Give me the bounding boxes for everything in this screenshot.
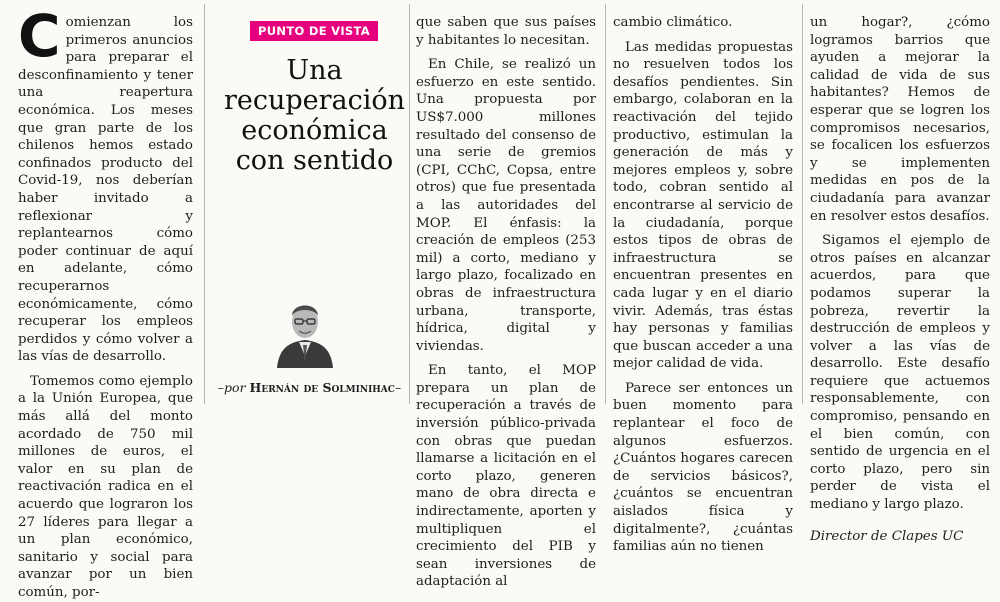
- article-column-2: [416, 14, 596, 591]
- paragraph: Parece ser entonces un buen momento para replantear el foco de algunos esfuerzos. ¿Cuántos hogares carecen de servicios básicos?, ¿cuántos se encuentran aislados física y digitalmente?, ¿cuántas familias aún no tienen: [613, 380, 793, 555]
- headline: Una recuperación económica con sentido: [223, 55, 406, 176]
- drop-cap: C: [18, 2, 61, 70]
- article-column-1: [18, 2, 193, 602]
- paragraph: Tomemos como ejemplo a la Unión Europea, que más allá del monto acordado de 750 mil millones de euros, el valor en su plan de reactivación radica en el acuerdo que lograron los 27 líderes para llegar a un plan económico, sanitario y social para avanzar por un bien común, por-: [18, 373, 193, 600]
- article-column-4: [810, 14, 990, 545]
- column-divider: [802, 4, 803, 404]
- author-portrait: [275, 290, 335, 368]
- section-label: PUNTO DE VISTA: [250, 21, 378, 41]
- paragraph: Las medidas propuestas no resuelven todos los desafíos pendientes. Sin embargo, colaboran en la reactivación del tejido productivo, estimulan la generación de más y mejores empleos y, sobre todo, cobran sentido al encontrarse al servicio de la ciudadanía, porque estos tipos de obras de infraestructura se encuentran presentes en cada lugar y en el diario vivir. Además, tras éstas hay personas y familias que buscan acceder a una mejor calidad de vida.: [613, 39, 793, 372]
- column-divider: [605, 4, 606, 404]
- byline-prefix: –por: [217, 380, 250, 395]
- paragraph: Sigamos el ejemplo de otros países en alcanzar acuerdos, para que podamos superar la pobreza, revertir la destrucción de empleos y volver a las vías de desarrollo. Este desafío requiere que actuemos responsablemente, con compromiso, pensando en el bien común, con sentido de urgencia en el corto plazo, pero sin perder de vista el mediano y largo plazo.: [810, 233, 990, 513]
- column-divider: [409, 4, 410, 404]
- paragraph: que saben que sus países y habitantes lo necesitan.: [416, 15, 596, 48]
- paragraph: En Chile, se realizó un esfuerzo en este sentido. Una propuesta por US$7.000 millones resultado del consenso de una serie de gremios (CPI, CChC, Copsa, entre otros) que fue presentada a las autoridades del MOP. El énfasis: la creación de empleos (253 mil) a corto, mediano y largo plazo, focalizado en obras de infraestructura urbana, transporte, hídrica, digital y viviendas.: [416, 57, 596, 354]
- paragraph: [18, 2, 193, 366]
- paragraph: un hogar?, ¿cómo logramos barrios que ayuden a mejorar la calidad de vida de sus habitantes? Hemos de esperar que se logren los compromisos necesarios, se focalicen los esfuerzos y se implementen medidas en pos de la ciudadanía para avanzar en resolver estos desafíos.: [810, 15, 990, 224]
- paragraph: cambio climático.: [613, 15, 733, 30]
- author-name: Hernán de Solminihac: [249, 380, 395, 395]
- byline: [212, 380, 407, 395]
- column-divider: [204, 4, 205, 404]
- article-column-3: [613, 14, 793, 556]
- paragraph-text: omienzan los primeros anuncios para preparar el desconfinamiento y tener una reapertura económica. Los meses que gran parte de los chilenos hemos estado confinados producto del Covid-19, nos deberían haber invitado a reflexionar y replantearnos cómo poder continuar de aquí en adelante, cómo recuperarnos económicamente, cómo recuperar los empleos perdidos y cómo volver a las vías de desarrollo.: [18, 15, 193, 365]
- paragraph: En tanto, el MOP prepara un plan de recuperación a través de inversión público-privada con obras que puedan llamarse a licitación en el corto plazo, generen mano de obra directa e indirectamente, aporten y multipliquen el crecimiento del PIB y sean inversiones de adaptación al: [416, 363, 596, 590]
- author-role: Director de Clapes UC: [810, 528, 964, 544]
- byline-suffix: –: [394, 380, 402, 395]
